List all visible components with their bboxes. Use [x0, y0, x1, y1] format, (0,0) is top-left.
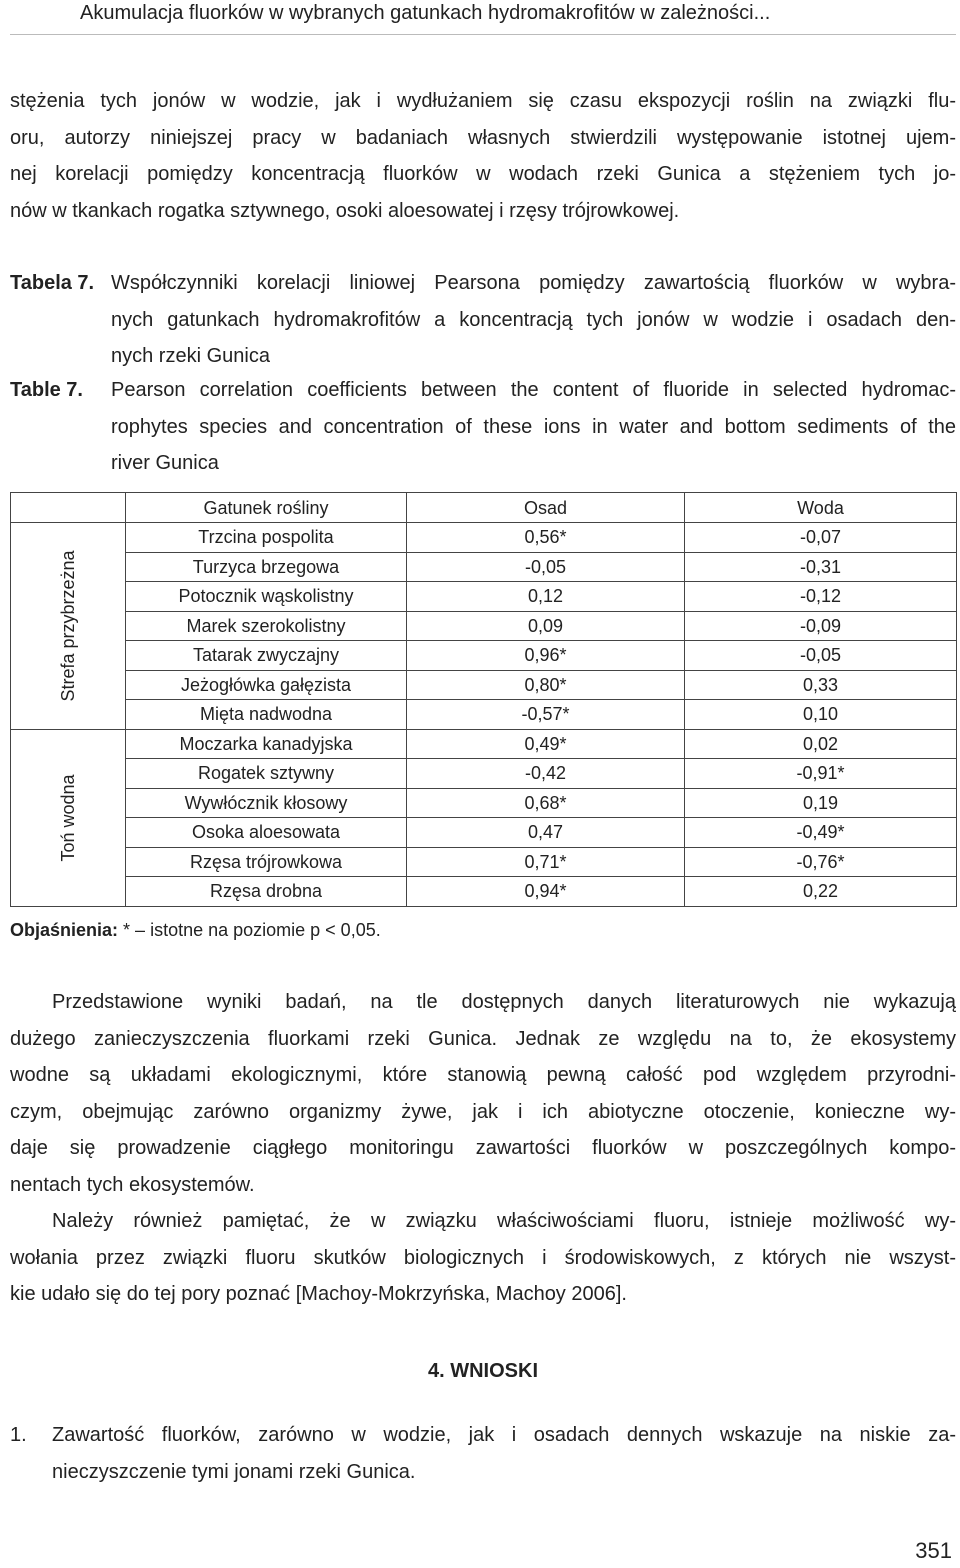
section-heading: 4. WNIOSKI	[427, 1360, 538, 1382]
header-divider	[10, 34, 956, 35]
list-item-line: Zawartość fluorków, zarówno w wodzie, jak i osadach dennych wskazuje na niskie za-	[52, 1424, 956, 1446]
water-value-cell: -0,91*	[685, 759, 957, 789]
sediment-value-cell: 0,94*	[407, 877, 685, 907]
table-row	[11, 847, 957, 877]
caption-line: nych gatunkach hydromakrofitów a koncentracją tych jonów w wodzie i osadach den-	[111, 308, 956, 331]
sediment-value-cell: 0,09	[407, 611, 685, 641]
table-row	[11, 788, 957, 818]
paragraph-line: nentach tych ekosystemów.	[10, 1173, 255, 1196]
sediment-value-cell: 0,80*	[407, 670, 685, 700]
paragraph-line: Przedstawione wyniki badań, na tle dostępnych danych literaturowych nie wykazują	[52, 991, 956, 1013]
table-row	[11, 611, 957, 641]
paragraph-line: dużego zanieczyszczenia fluorkami rzeki Gunica. Jednak ze względu na to, że ekosystemy	[10, 1027, 956, 1050]
water-value-cell: -0,07	[685, 523, 957, 553]
table-row	[11, 818, 957, 848]
table-row	[11, 641, 957, 671]
species-cell: Mięta nadwodna	[126, 700, 407, 730]
table-row	[11, 877, 957, 907]
water-value-cell: 0,10	[685, 700, 957, 730]
list-number: 1.	[10, 1424, 27, 1446]
paragraph-line: kie udało się do tej pory poznać [Machoy-Mokrzyńska, Machoy 2006].	[10, 1283, 627, 1305]
table-row	[11, 582, 957, 612]
table-row	[11, 670, 957, 700]
species-cell: Rogatek sztywny	[126, 759, 407, 789]
caption-line: rophytes species and concentration of these ions in water and bottom sediments of the	[111, 415, 956, 438]
species-cell: Tatarak zwyczajny	[126, 641, 407, 671]
sediment-value-cell: -0,57*	[407, 700, 685, 730]
list-item-line: nieczyszczenie tymi jonami rzeki Gunica.	[52, 1460, 416, 1483]
table-row	[11, 523, 957, 553]
header-corner-cell	[11, 493, 126, 523]
species-cell: Moczarka kanadyjska	[126, 729, 407, 759]
zone-label: Toń wodna	[58, 773, 78, 862]
species-cell: Turzyca brzegowa	[126, 552, 407, 582]
water-value-cell: -0,12	[685, 582, 957, 612]
water-value-cell: 0,22	[685, 877, 957, 907]
table-row	[11, 729, 957, 759]
sediment-value-cell: -0,42	[407, 759, 685, 789]
paragraph-3	[10, 1203, 956, 1313]
water-value-cell: -0,49*	[685, 818, 957, 848]
sediment-value-cell: 0,68*	[407, 788, 685, 818]
caption-line: river Gunica	[111, 452, 219, 474]
list-item	[52, 1417, 956, 1490]
paragraph-line: wołania przez związki fluoru skutków biologicznych i środowiskowych, z których nie wszyst-	[10, 1246, 956, 1269]
correlation-table	[10, 492, 957, 907]
caption-label-en: Table 7.	[10, 379, 83, 401]
species-cell: Jeżogłówka gałęzista	[126, 670, 407, 700]
water-value-cell: -0,05	[685, 641, 957, 671]
running-title: Akumulacja fluorków w wybranych gatunkach hydromakrofitów w zależności...	[80, 2, 771, 24]
intro-line: oru, autorzy niniejszej pracy w badaniach własnych stwierdzili występowanie istotnej ujem-	[10, 126, 956, 149]
species-cell: Rzęsa trójrowkowa	[126, 847, 407, 877]
species-cell: Trzcina pospolita	[126, 523, 407, 553]
paragraph-line: Należy również pamiętać, że w związku właściwościami fluoru, istnieje możliwość wy-	[52, 1210, 956, 1232]
sediment-value-cell: -0,05	[407, 552, 685, 582]
sediment-value-cell: 0,47	[407, 818, 685, 848]
intro-paragraph	[10, 83, 956, 229]
sediment-value-cell: 0,49*	[407, 729, 685, 759]
species-cell: Rzęsa drobna	[126, 877, 407, 907]
caption-line: Współczynniki korelacji liniowej Pearsona pomiędzy zawartością fluorków w wybra-	[111, 272, 956, 294]
zone-cell	[11, 523, 126, 730]
note-text: * – istotne na poziomie p < 0,05.	[123, 920, 381, 940]
table-note	[10, 920, 381, 941]
paragraph-2	[10, 984, 956, 1203]
caption-line: Pearson correlation coefficients between the content of fluoride in selected hydromac-	[111, 379, 956, 401]
caption-label-pl: Tabela 7.	[10, 272, 95, 294]
species-cell: Marek szerokolistny	[126, 611, 407, 641]
intro-line: nów w tkankach rogatka sztywnego, osoki aloesowatej i rzęsy trójrowkowej.	[10, 199, 680, 222]
note-label: Objaśnienia:	[10, 920, 119, 940]
paragraph-line: wodne są układami ekologicznymi, które stanowią pewną całość pod względem przyrodni-	[10, 1064, 956, 1086]
intro-line: stężenia tych jonów w wodzie, jak i wydłużaniem się czasu ekspozycji roślin na związki flu-	[10, 90, 956, 112]
intro-line: nej korelacji pomiędzy koncentracją fluorków w wodach rzeki Gunica a stężeniem tych jo-	[10, 163, 956, 185]
sediment-value-cell: 0,71*	[407, 847, 685, 877]
water-value-cell: 0,02	[685, 729, 957, 759]
table-row	[11, 700, 957, 730]
sediment-value-cell: 0,56*	[407, 523, 685, 553]
water-value-cell: -0,09	[685, 611, 957, 641]
paragraph-line: czym, obejmując zarówno organizmy żywe, jak i ich abiotyczne otoczenie, konieczne wy-	[10, 1100, 956, 1123]
water-value-cell: -0,76*	[685, 847, 957, 877]
water-value-cell: 0,33	[685, 670, 957, 700]
species-cell: Potocznik wąskolistny	[126, 582, 407, 612]
caption-line: nych rzeki Gunica	[111, 345, 270, 367]
table-row	[11, 552, 957, 582]
sediment-value-cell: 0,12	[407, 582, 685, 612]
water-value-cell: 0,19	[685, 788, 957, 818]
table-header-row	[11, 493, 957, 523]
table-row	[11, 759, 957, 789]
species-cell: Osoka aloesowata	[126, 818, 407, 848]
zone-cell	[11, 729, 126, 906]
header-species: Gatunek rośliny	[126, 493, 407, 523]
page-number: 351	[915, 1538, 952, 1563]
sediment-value-cell: 0,96*	[407, 641, 685, 671]
water-value-cell: -0,31	[685, 552, 957, 582]
species-cell: Wywłócznik kłosowy	[126, 788, 407, 818]
zone-label: Strefa przybrzeżna	[58, 550, 78, 702]
header-sediment: Osad	[407, 493, 685, 523]
paragraph-line: daje się prowadzenie ciągłego monitoringu zawartości fluorków w poszczególnych kompo-	[10, 1137, 956, 1159]
header-water: Woda	[685, 493, 957, 523]
